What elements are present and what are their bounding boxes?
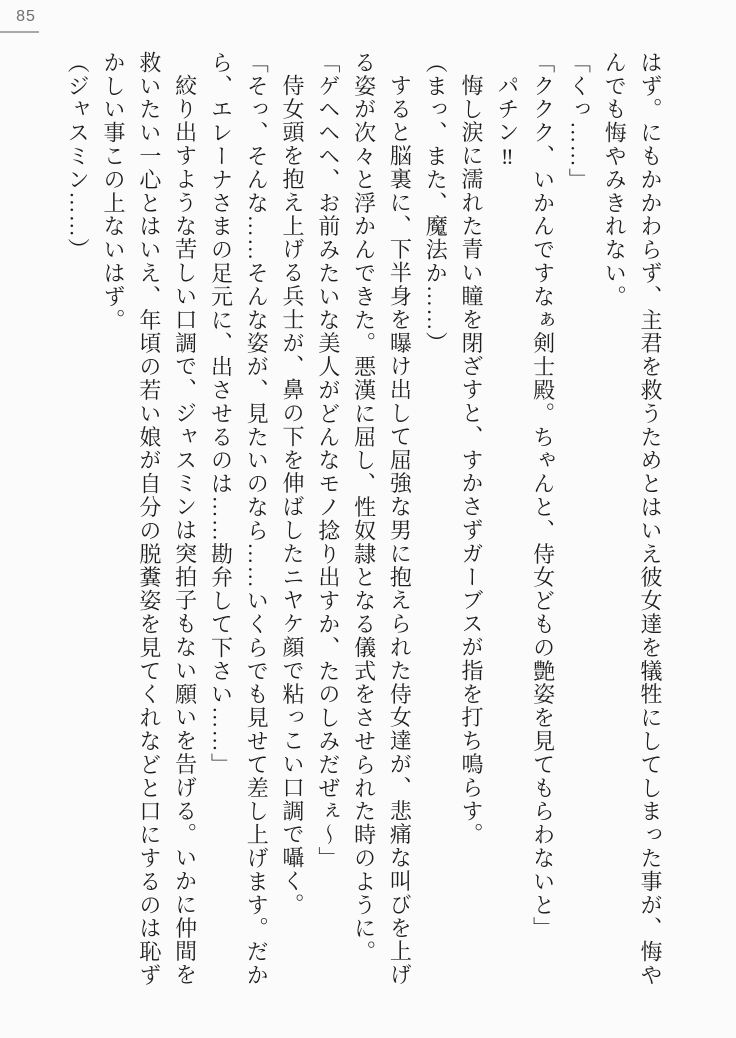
paragraph: 悔し涙に濡れた青い瞳を閉ざすと、すかさずガーブスが指を打ち鳴らす。: [459, 74, 485, 847]
paragraph: 「くっ……」: [566, 51, 592, 192]
page-number-rule: [0, 31, 39, 33]
paragraph: 「ククク、いかんですなぁ剣士殿。ちゃんと、侍女どもの艶姿を見てもらわないと」: [530, 51, 556, 941]
paragraph: はず。にもかかわらず、主君を救うためとはいえ彼女達を犠牲にしてしまった事が、悔やんでも悔やみきれない。: [602, 51, 663, 987]
paragraph: パチン‼: [494, 74, 520, 171]
body-text: [18, 51, 668, 988]
paragraph: 「そっ、そんな……そんな姿が、見たいのなら……いくらでも見せて差し上げます。だから、エレーナさまの足元に、出させるのは……勘弁して下さい……」: [208, 51, 270, 987]
page-number: 85: [16, 8, 36, 25]
paragraph: 「ゲヘヘヘ、お前みたいな美人がどんなモノ捻り出すか、たのしみだぜぇ〜」: [315, 51, 341, 870]
paragraph: すると脳裏に、下半身を曝け出して屈強な男に抱えられた侍女達が、悲痛な叫びを上げる姿が次々と浮かんできた。悪漢に屈し、性奴隷となる儀式をさせられた時のように。: [351, 51, 413, 987]
paragraph: （まっ、また、魔法か……）: [423, 51, 449, 356]
paragraph: 侍女頭を抱え上げる兵士が、鼻の下を伸ばしたニヤケ顔で粘っこい口調で囁く。: [280, 74, 306, 917]
paragraph: （ジャスミン……）: [65, 51, 91, 262]
paragraph: 絞り出すような苦しい口調で、ジャスミンは突拍子もない願いを告げる。いかに仲間を救いたい一心とはいえ、年頃の若い娘が自分の脱糞姿を見てくれなどと口にするのは恥ずかしい事この上ないはず。: [101, 51, 198, 987]
